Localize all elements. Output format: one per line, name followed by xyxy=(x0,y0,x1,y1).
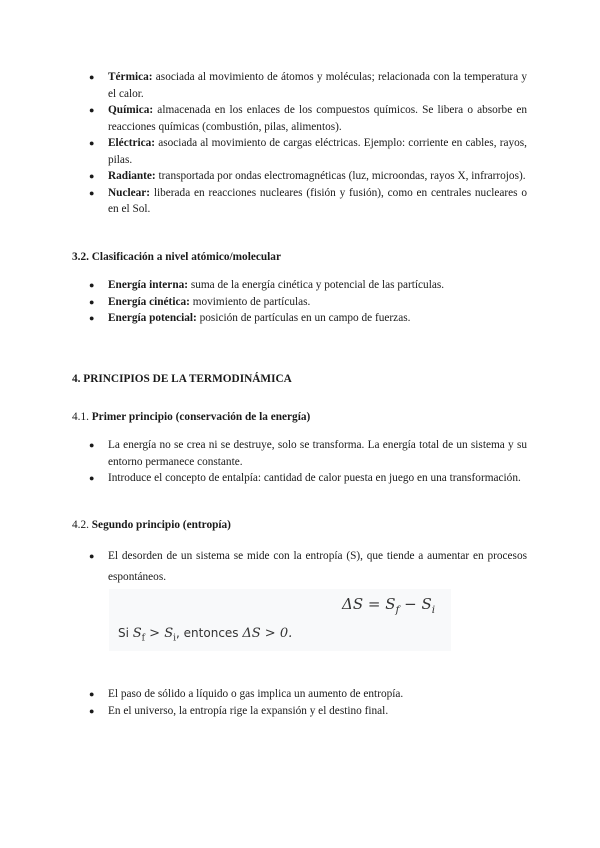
section-4-1-heading xyxy=(72,409,310,426)
bullet-icon: ● xyxy=(89,313,95,323)
bullet-icon: ● xyxy=(89,705,95,716)
bullet-icon: ● xyxy=(89,138,95,148)
section-3-2-heading: 3.2. Clasificación a nivel atómico/molecular xyxy=(72,251,281,263)
bullet-icon: ● xyxy=(89,72,95,82)
section-title: Segundo principio (entropía) xyxy=(88,519,231,531)
list-item: ● Energía potencial: posición de partículas en un campo de fuerzas. xyxy=(89,310,527,327)
list-item: ● El desorden de un sistema se mide con la entropía (S), que tiende a aumentar en procesos espontáneos. xyxy=(89,546,527,587)
section-4-2-heading xyxy=(72,517,231,534)
formula-condition: Si $S_f > S_i$, entonces ΔS > 0. xyxy=(118,626,293,644)
first-principle-list xyxy=(89,437,527,487)
section-number: 4.1. xyxy=(72,411,89,423)
bullet-icon: ● xyxy=(89,280,95,290)
bullet-icon: ● xyxy=(89,296,95,307)
list-item: ● Introduce el concepto de entalpía: cantidad de calor puesta en juego en una transformación. xyxy=(89,470,527,487)
list-item: ● Eléctrica: asociada al movimiento de cargas eléctricas. Ejemplo: corriente en cables, rayos, pilas. xyxy=(89,137,527,166)
list-item: ● La energía no se crea ni se destruye, solo se transforma. La energía total de un sistema y su entorno permanece constante. xyxy=(89,439,527,468)
list-item: ● En el universo, la entropía rige la expansión y el destino final. xyxy=(89,703,527,720)
list-item: ● Nuclear: liberada en reacciones nucleares (fisión y fusión), como en centrales nucleares o en el Sol. xyxy=(89,186,527,215)
atomic-classification-list xyxy=(89,277,527,327)
section-4-heading: 4. PRINCIPIOS DE LA TERMODINÁMICA xyxy=(72,373,292,385)
list-item: ● Energía interna: suma de la energía cinética y potencial de las partículas. xyxy=(89,277,527,294)
bullet-icon: ● xyxy=(89,551,95,561)
second-principle-intro xyxy=(89,546,527,587)
bullet-icon: ● xyxy=(89,473,95,483)
bullet-icon: ● xyxy=(89,105,95,115)
bullet-icon: ● xyxy=(89,440,95,450)
bullet-icon: ● xyxy=(89,689,95,699)
bullet-icon: ● xyxy=(89,187,95,198)
energy-types-list xyxy=(89,69,527,218)
section-title: Primer principio (conservación de la energía) xyxy=(88,411,311,423)
second-principle-list xyxy=(89,686,527,719)
list-item: ● Térmica: asociada al movimiento de átomos y moléculas; relacionada con la temperatura y el calor. xyxy=(89,71,527,100)
list-item: ● El paso de sólido a líquido o gas implica un aumento de entropía. xyxy=(89,686,527,703)
bullet-icon: ● xyxy=(89,171,95,181)
entropy-formula xyxy=(109,589,451,651)
formula-delta-s: $\Delta S = S_f - S_i$ xyxy=(342,595,436,616)
list-item: ● Radiante: transportada por ondas electromagnéticas (luz, microondas, rayos X, infrarrojos). xyxy=(89,168,527,185)
list-item: ● Energía cinética: movimiento de partículas. xyxy=(89,294,527,311)
section-number: 4.2. xyxy=(72,519,89,531)
list-item: ● Química: almacenada en los enlaces de los compuestos químicos. Se libera o absorbe en reacciones químicas (combustión, pilas, alimentos). xyxy=(89,104,527,133)
